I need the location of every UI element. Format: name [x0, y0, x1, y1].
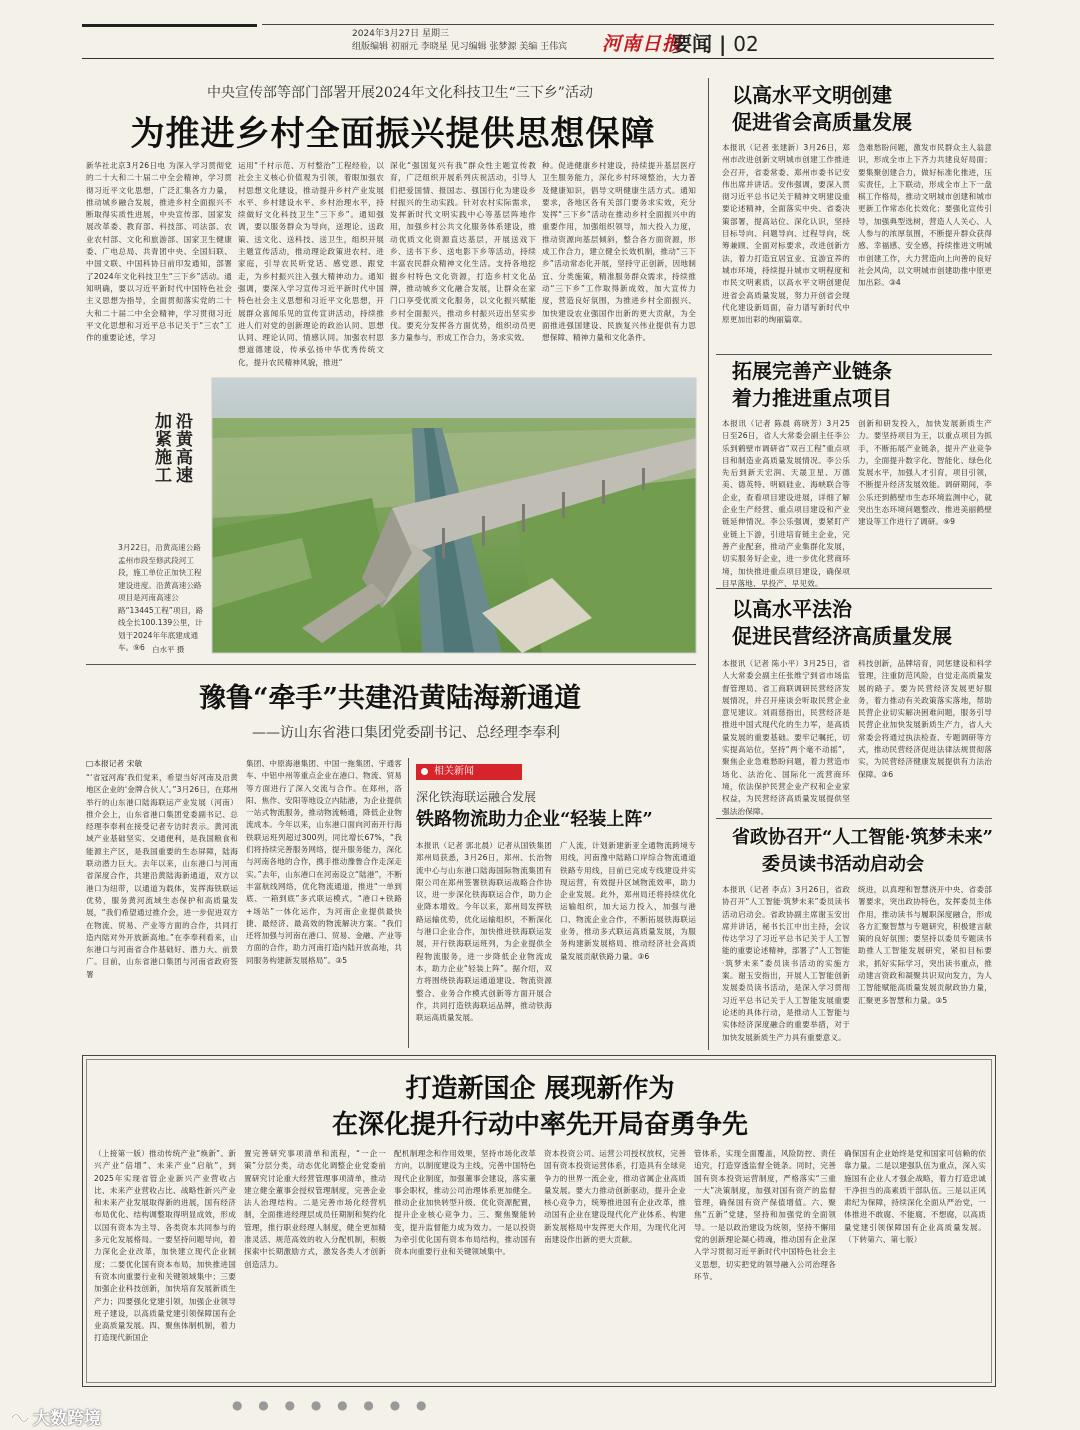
right3-headline-line2: 促进民营经济高质量发展 [732, 624, 952, 648]
watermark-logo-icon [10, 1410, 30, 1426]
bottom-headline-line1: 打造新国企 展现新作为 [405, 1074, 675, 1104]
right2-col-1: 本报讯（记者 陈晨 蒋晓芳）3月25日至26日，省人大常委会副主任李公乐到鹤壁市调研省“双百工程”重点项目和制造业高质量发展情况。李公乐先后到新天宏润、天晟卫星、万德美、德英特、明硕硅业、海峡联合等企业，查看项目建设进展，详细了解企业生产经营、重点项目建设和产业链延伸情况。李公乐强调，要紧盯产业链上下游，引进培育链主企业，完善产业配套，推动产业集群化发展，切实服务好企业，进一步优化营商环境，加快推进重点项目建设，确保项目早落地、早投产、早见效。 [722, 419, 850, 588]
lead-kicker: 中央宣传部等部门部署开展2024年文化科技卫生“三下乡”活动 [207, 85, 593, 101]
masthead-rule [82, 24, 257, 27]
right2-headline [732, 358, 992, 412]
page-number: 02 [733, 32, 759, 56]
lead-headline: 为推进乡村全面振兴提供思想保障 [130, 114, 656, 154]
bottom-col-4: 资本投资公司、运营公司授权放权，完善国有资本投资运营体系，打造具有全球竞争力的世界一流企业，推动省属企业高质量发展。要大力推动创新驱动，提升企业核心竞争力，统筹推进国有企业改革，推动国有企业在建设现代化产业体系、构建新发展格局中发挥更大作用，为现代化河南建设作出新的更大贡献。 [544, 1149, 686, 1245]
lead-col-1: 新华社北京3月26日电 为深入学习贯彻党的二十大和二十届二中全会精神，学习贯彻习近平文化思想，广泛汇集各方力量，推动城乡融合发展，推进乡村全面振兴不断取得实质性进展，中央宣传部、国家发展改革委、教育部、科技部、司法部、农业农村部、文化和旅游部、国家卫生健康委、广电总局、共青团中央、全国妇联、中国文联、中国科协日前印发通知，部署了2024年文化科技卫生“三下乡”活动。通知明确，要以习近平新时代中国特色社会主义思想为指导，全面贯彻落实党的二十大和二十届二中全会精神，学习贯彻习近平文化思想和习近平总书记关于“三农”工作的重要论述，学习 [86, 161, 232, 343]
lead-col-3: 深化“强国复兴有我”群众性主题宣传教育，广泛组织开展系列庆祝活动，引导人们把爱国情、报国志、强国行化为建设乡村振兴的生动实践。针对农村实际需求，发挥新时代文明实践中心等基层阵地作用，加强乡村公共文化服务体系建设，推动优质文化资源直达基层，开展送戏下乡、送书下乡、送电影下乡等活动，持续丰富农民群众精神文化生活。支持各地挖掘乡村特色文化资源，打造乡村文化品牌，推动城乡文化融合发展，让群众在家门口享受优质文化服务，以文化振兴赋能乡村全面振兴，推动乡村振兴迈出坚实步伐。要充分发挥各方面优势，组织动员更多力量参与，形成工作合力，务求实效。 [390, 161, 536, 343]
interview-subtitle: ——访山东省港口集团党委副书记、总经理李奉利 [252, 725, 560, 741]
photo-title [150, 412, 192, 492]
right4-headline-line2: 委员读书活动启动会 [762, 854, 924, 875]
photo-credit: 白水平 摄 [152, 645, 185, 654]
right-divider-1 [716, 354, 992, 355]
bottom-col-5: 管体系，实现全面覆盖，风险防控、责任追究，打造穿透监督全链条。同时，完善国有资本投资运营制度，严格落实“三重一大”决策制度，加强对国有资产的监督管理，确保国有资产保值增值。六、聚焦“五新”党建，坚持和加强党的全面领导。一是以政治建设为统领，坚持不懈用党的创新理论凝心铸魂，推动国有企业深入学习贯彻习近平新时代中国特色社会主义思想，切实把党的领导融入公司治理各环节。 [694, 1149, 836, 1281]
right4-headline [732, 824, 994, 878]
right2-headline-line1: 拓展完善产业链条 [732, 359, 892, 383]
editors-line: 组版编辑 初丽元 李晓星 见习编辑 张梦源 美编 王伟宾 [352, 42, 568, 52]
right2-col-2: 创新和研发投入，加快发展新质生产力。要坚持项目为王，以重点项目为抓手，不断拓展产业链条，提升产业竞争力，全面提升数字化、智能化、绿色化发展水平，加强人才引育，项目引领，不断提升经济发展效能。调研期间，李公乐还到鹤壁市生态环境监测中心，就突出生态环境问题整改、推进美丽鹤壁建设等工作进行了调研。⑨9 [858, 419, 992, 527]
right3-col-2: 科技创新，品牌培育，同惩建设和科学管理，注重防范风险，自觉走高质量发展的路子。要为民营经济发展更好服务，着力推动有关政策落实落地，帮助民营企业切实解决困难问题，服务引导民营企业加快发展新质生产力，省人大常委会将通过执法检查、专题调研等方式，推动民营经济促进法律法规贯彻落实，为民营经济健康发展提供有力法治保障。③6 [858, 659, 992, 779]
pager-dots[interactable]: ● ● ● ● ● ● ● ● [232, 1398, 433, 1412]
interview-col-2: 集团、中原海港集团、中国一拖集团、宇通客车、中铝中州等重点企业在港口、物流、贸易等方面进行了深入交流与合作。在郑州，洛阳、焦作、安阳等地设立内陆港，为企业提供一站式物流服务，推动物流畅通，降低企业物流成本。今年以来，山东港口面向河南开行海铁联运班列超过300列，同比增长67%，“我们将持续完善服务网络，提升服务能力，深化与河南各地的合作，携手推动豫鲁合作走深走实。”去年，山东港口在河南设立“陆港”，不断丰富航线网络，优化物流通道，推进“一单到底、一箱到底”多式联运模式，“港口+铁路+场站”一体化运作，为河南企业提供最快捷、最经济、最高效的物流解决方案。“我们还将加强与河南在港口、贸易、金融、产业等方面的合作，助力河南打造内陆开放高地，共同服务构建新发展格局”。③5 [246, 759, 402, 965]
column-divider [708, 78, 709, 1050]
interview-rule [86, 664, 696, 665]
related-col-1: 本报讯（记者 郭北晨）记者从国铁集团郑州局获悉，3月26日，郑州、长治物流中心与山东港口陆海国际物流集团有限公司在郑州签署铁海联运战略合作协议，进一步深化铁海联运合作，助力企业降本增效。今年以来，郑州局发挥铁路运输优势，优化运输组织，不断深化与港口企业合作，加快推进铁海联运发展，开行铁海联运班列，为企业提供全程物流服务，进一步降低企业物流成本，助力企业“轻装上阵”。据介绍，双方将围绕铁海联运通道建设、物流资源整合、业务合作模式创新等方面开展合作，共同打造铁海联运品牌，推动铁海联运高质量发展。 [416, 841, 552, 1023]
bottom-col-6: 确保国有企业始终是党和国家可信赖的依靠力量。二是以建强队伍为重点，深入实施国有企业人才强企战略，着力打造忠诚干净担当的高素质干部队伍。三是以正风肃纪为保障，持续深化全面从严治党，一体推进不敢腐、不能腐、不想腐，以高质量党建引领保障国有企业高质量发展。（下转第六、第七版） [844, 1149, 986, 1245]
bottom-col-3: 配机制理念和作用效果，坚持市场化改革方向，以制度建设为主线，完善中国特色现代企业制度，加强董事会建设，落实董事会职权，推动公司治理体系更加健全。推动企业加快转型升级、优化资源配置，提升企业核心竞争力。三、聚焦聚能转变，提升监督能力成为效力。一是以投资为牵引优化国有资本布局结构，推动国有资本向重要行业和关键领域集中。 [394, 1149, 536, 1257]
right1-col-2: 急难愁盼问题，激发市民群众主人翁意识，形成全市上下齐力共建良好局面；要集聚创建合力，做好标准化推进，压实责任，上下联动，形成全市上下一盘棋工作格局，推动文明城市创建和城市更新工作常态化长效化；要强化宣传引导，加强典型选树，营造人人关心、人人参与的浓厚氛围，不断提升群众获得感、幸福感、安全感，持续推进文明城市创建工作，大力营造向上向善的良好社会风尚，以文明城市创建助推中原更加出彩。③4 [858, 143, 992, 288]
right1-headline [732, 82, 992, 136]
right1-col-1: 本报讯（记者 张建新）3月26日，郑州市改进创新文明城市创建工作推进会召开，省委常委、郑州市委书记安伟出席并讲话。安伟强调，要深入贯彻习近平总书记关于精神文明建设重要论述精神，全面落实中央、省委决策部署，提高站位、深化认识，坚持目标导向、问题导向、过程导向，统筹兼顾、全面对标要求，改进创新方法，着力打造宜居宜业、宜游宜养的城市环境，持续提升城市文明程度和市民文明素质，以高水平文明创建促进省会高质量发展，努力开创省会现代化建设新局面，奋力谱写新时代中原更加出彩的绚丽篇章。 [722, 143, 850, 325]
section-label [672, 28, 759, 57]
bottom-headline-line2: 在深化提升行动中率先开局奋勇争先 [331, 1110, 748, 1140]
right3-col-1: 本报讯（记者 陈小平）3月25日，省人大常委会副主任张维宁到省市场监督管理局、省工商联调研民营经济发展情况，并召开座谈会听取民营企业意见建议。刘雨慈指出，民营经济是推进中国式现代化的生力军，是高质量发展的重要基础。要牢记嘱托，切实提高站位，坚持“两个毫不动摇”，聚焦企业急难愁盼问题，着力营造市场化、法治化、国际化一流营商环境，依法保护民营企业产权和企业家权益，为民营经济高质量发展提供坚强法治保障。 [722, 659, 850, 816]
tag-bullet-icon [421, 768, 428, 775]
interview-byline: □本报记者 宋敏 [86, 759, 143, 768]
right1-headline-line1: 以高水平文明创建 [732, 83, 892, 107]
date-line: 2024年3月27日 星期三 [352, 29, 449, 39]
masthead [82, 24, 994, 59]
lead-col-4: 种。促进健康乡村建设，持续提升基层医疗卫生服务能力，深化乡村环境整治，大力普及健康知识，倡导文明健康生活方式。通知要求，各地区各有关部门要务求实效，充分发挥“三下乡”活动在推动乡村全面振兴中的重要作用，加强组织领导，加大投入力度，推动资源向基层倾斜，整合各方面资源，形成工作合力，建立健全长效机制，推动“三下乡”活动常态化开展，坚持守正创新，因地制宜、分类施策，精准服务群众需求，持续推动“三下乡”工作取得新成效，加大宣传力度，营造良好氛围，为推进乡村全面振兴、加快建设农业强国作出新的更大贡献，为全面推进强国建设、民族复兴伟业提供有力思想保障、精神力量和文化条件。 [542, 161, 696, 343]
related-news-tag [416, 764, 522, 780]
right4-col-1: 本报讯（记者 李点）3月26日，省政协召开“人工智能·筑梦未来”委员读书活动启动会。省政协副主席谢玉安出席并讲话，秘书长江中出主持，会议传达学习了习近平总书记关于人工智能的重要论述精神，部署了“人工智能·筑梦未来”委员读书活动的实施方案。谢玉安指出，开展人工智能创新发展委员读书活动，是深入学习贯彻习近平总书记关于人工智能发展重要论述的具体行动，是推动人工智能与实体经济深度融合的重要举措，对于加快发展新质生产力具有重要意义。 [722, 885, 850, 1042]
bottom-col-1: （上接第一版）推动传统产业“焕新”、新兴产业“倍增”、未来产业“启航”，到2025年实现省管企业新兴产业营收占比、未来产业营收占比、战略性新兴产业和未来产业发展取得新的进展，国有经济布局优化、结构调整取得明显成效，形成以国有资本为主导、各类资本共同参与的多元化发展格局。一要坚持问题导向，着力深化企业改革，加快建立现代企业制度；二要优化国有资本布局，加快推进国有资本向重要行业和关键领域集中；三要加强企业科技创新，加快培育发展新质生产力；四要强化党建引领，加强企业领导班子建设，以高质量党建引领保障国有企业高质量发展。四、聚焦体制机制，着力打造现代新国企 [94, 1149, 236, 1343]
photo-title-text: 沿黄高速加紧施工 [151, 412, 192, 484]
right2-headline-line2: 着力推进重点项目 [732, 386, 892, 410]
masthead-meta [352, 28, 567, 54]
right1-headline-line2: 促进省会高质量发展 [732, 110, 912, 134]
paper-logo: 河南日报 [602, 33, 683, 55]
section-divider: | [712, 32, 734, 56]
right-divider-2 [716, 588, 992, 589]
bottom-col-2: 置完善研究事项清单和流程，“一企一策”分层分类，动态优化调整企业党委前置研究讨论重大经营管理事项清单，推动建立健全董事会授权管理制度，完善企业法人治理结构。二是完善市场化经营机制，全面推进经理层成员任期制和契约化管理，推行职业经理人制度，健全更加精准灵活、规范高效的收入分配机制，积极探索中长期激励方式，激发各类人才创新创造活力。 [244, 1149, 386, 1269]
watermark [10, 1404, 101, 1429]
interview-divider [408, 758, 409, 1048]
right4-headline-line1: 省政协召开“人工智能·筑梦未来” [732, 827, 993, 848]
related-col-2: 广人流，计划新建新亚全通物流跨境专用线，河南豫中陆路口岸综合物流通道铁路专用线，目前已完成专线建设并实现运营，有效提升区域物流效率，助力企业发展。此外，郑州局还将持续优化运输组织，加大运力投入，加强与港口、物流企业合作，不断拓展铁海联运业务，推动多式联运高质量发展，为服务构建新发展格局、推动经济社会高质量发展贡献铁路力量。③6 [560, 841, 696, 961]
right3-headline [732, 596, 992, 650]
related-tag-text: 相关新闻 [434, 766, 474, 777]
interview-headline: 豫鲁“牵手”共建沿黄陆海新通道 [198, 683, 582, 714]
photo-caption: 3月22日，沿黄高速公路孟州市段至修武段河工段，施工单位正加快工程建设进度。沿黄高速公路项目是河南高速公路“13445工程”项目，路线全长100.139公里，计划于2024年年底建成通车。⑨6 [118, 543, 204, 652]
masthead-rule-thin [262, 24, 994, 25]
related-kicker: 深化铁海联运融合发展 [416, 790, 537, 804]
right-divider-3 [716, 818, 992, 819]
highway-construction-photo [212, 378, 696, 653]
section-name: 要闻 [672, 32, 712, 56]
aerial-bridge-image [212, 378, 696, 653]
right4-col-2: 统进，以真理和智慧浇开中央、省委部署要求，突出政协特色，发挥委员主体作用，推动读书与履职深度融合，形成各方汇聚智慧与专题研究，积极建言献策的良好氛围；要坚持以委员专题读书助推人工智能发展研究，紧扣目标要求，抓好实际学习，突出读书重点，推动建言资政和凝聚共识双向发力，为人工智能赋能高质量发展贡献政协力量，汇聚更多智慧和力量。③5 [858, 885, 992, 1005]
interview-col-1: “‘省冠河海’我们觉来，希望当好河南及沿黄地区企业的‘金牌合伙人’。”3月26日，在郑州举行的山东港口陆海联运产业发展（河南）推介会上，山东省港口集团党委副书记、总经理李奉利在接受记者专访时表示。黄河流域产业基础坚实、交通便利，是我国粮食和能源主产区，是我国重要的生态屏障，陆海联动潜力巨大。去年以来，山东港口与河南省深度合作，共建沿黄陆海新通道，双方以港口为纽带，以通道为载体，发挥海铁联运优势，服务黄河流域生态保护和高质量发展，“我们希望通过推介会，进一步促进双方在物流、贸易、产业等方面的合作，共同打造内陆对外开放新高地。”在李奉利看来，山东港口与河南省合作基础好、潜力大、前景广。目前，山东省港口集团与河南省政府签署 [86, 773, 238, 979]
watermark-text: 大数跨境 [33, 1409, 101, 1429]
right3-headline-line1: 以高水平法治 [732, 597, 852, 621]
related-headline: 铁路物流助力企业“轻装上阵” [416, 809, 653, 830]
lead-col-2: 运用“千村示范、万村整治”工程经验，以社会主义核心价值观为引领，着眼加强农村思想文化建设，推动提升乡村产业发展水平、乡村建设水平、乡村治理水平，持续做好文化科技卫生“三下乡”。通知强调，要以服务群众为导向，送理论、送政策、送文化、送科技、送卫生，组织开展主题宣传活动，推动理论政策进农村、进家庭，引导农民听党话、感党恩、跟党走，为乡村振兴注入强大精神动力。通知强调，要深入学习宣传习近平新时代中国特色社会主义思想和习近平文化思想，开展群众喜闻乐见的宣传宣讲活动，持续推进人们对党的创新理论的政治认同、思想认同、理论认同、情感认同。加强农村思想道德建设，传承弘扬中华优秀传统文化，提升农民精神风貌，推进“ [238, 161, 384, 367]
